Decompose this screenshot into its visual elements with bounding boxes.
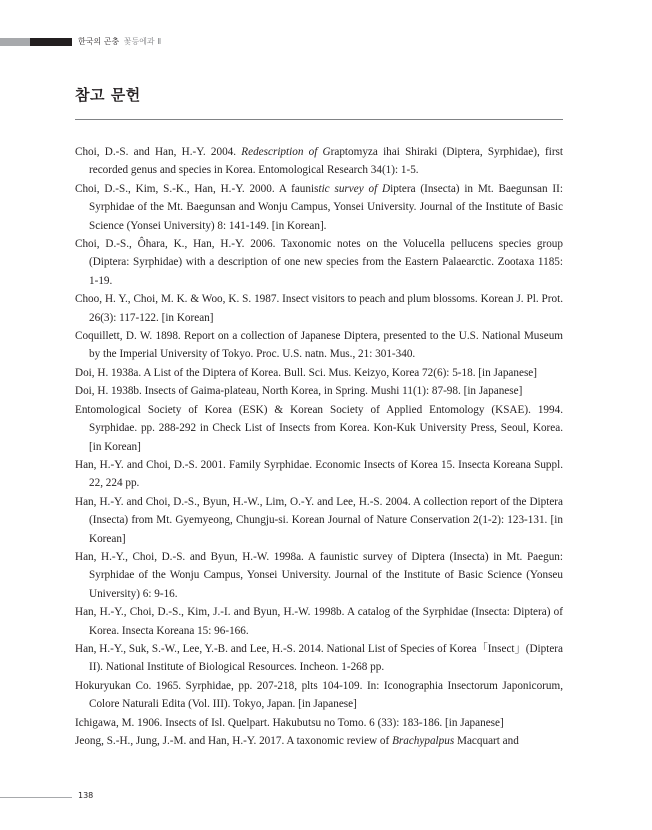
reference-entry: Choo, H. Y., Choi, M. K. & Woo, K. S. 1987. Insect visitors to peach and plum blossoms. Korean J. Pl. Prot. 26(3): 117-122. [in Korean] [75, 293, 563, 324]
title-divider [75, 119, 563, 120]
reference-entry: Coquillett, D. W. 1898. Report on a collection of Japanese Diptera, presented to the U.S. National Museum by the Imperial University of Tokyo. Proc. U.S. natn. Mus., 21: 301-340. [75, 330, 563, 361]
footer-rule [0, 797, 72, 798]
reference-list [75, 143, 563, 750]
running-header [78, 36, 161, 47]
reference-entry: Choi, D.-S. and Han, H.-Y. 2004. Redescription of Graptomyza ihai Shiraki (Diptera, Syrphidae), first recorded genus and species in Korea. Entomological Research 34(1): 1-5. [75, 146, 564, 177]
page-title: 참고 문헌 [75, 86, 141, 104]
reference-entry: Choi, D.-S., Kim, S.-K., Han, H.-Y. 2000. A faunistic survey of Diptera (Insecta) in Mt. Baegunsan II: Syrphidae of the Mt. Baegunsan and Wonju Campus, Yonsei University. Journal of the Institute of Basic Science (Yonsei University) 8: 141-149. [in Korean]. [75, 182, 563, 232]
reference-entry: Han, H.-Y. and Choi, D.-S., Byun, H.-W., Lim, O.-Y. and Lee, H.-S. 2004. A collection report of the Diptera (Insecta) from Mt. Gyemyeong, Chungju-si. Korean Journal of Nature Conservation 2(1-2): 123-131. [in Korean] [75, 495, 563, 545]
reference-entry: Entomological Society of Korea (ESK) & Korean Society of Applied Entomology (KSAE). 1994. Syrphidae. pp. 288-292 in Check List of Insects from Korea. Kon-Kuk University Press, Seoul, Korea. [in Korean] [75, 403, 563, 453]
reference-entry: Hokuryukan Co. 1965. Syrphidae, pp. 207-218, plts 104-109. In: Iconographia Insectorum Japonicorum, Colore Naturali Edita (Vol. III). Tokyo, Japan. [in Japanese] [75, 679, 563, 711]
reference-entry: Han, H.-Y., Suk, S.-W., Lee, Y.-B. and Lee, H.-S. 2014. National List of Species of Korea「Insect」(Diptera II). National Institute of Biological Resources. Incheon. 1-268 pp. [75, 642, 563, 674]
reference-entry: Jeong, S.-H., Jung, J.-M. and Han, H.-Y. 2017. A taxonomic review of Brachypalpus Macquart and [75, 735, 519, 747]
reference-entry: Han, H.-Y., Choi, D.-S., Kim, J.-I. and Byun, H.-W. 1998b. A catalog of the Syrphidae (Insecta: Diptera) of Korea. Insecta Koreana 15: 96-166. [75, 606, 563, 637]
reference-entry: Han, H.-Y., Choi, D.-S. and Byun, H.-W. 1998a. A faunistic survey of Diptera (Insecta) in Mt. Paegun: Syrphidae of the Wonju Campus, Yonsei University. Journal of the Institute of Basic Science (Yonseu University) 6: 9-16. [75, 550, 563, 600]
page-number: 138 [78, 791, 94, 800]
reference-entry: Doi, H. 1938b. Insects of Gaima-plateau, North Korea, in Spring. Mushi 11(1): 87-98. [in Japanese] [75, 385, 523, 398]
header-accent-bar-gray [0, 38, 30, 46]
book-title: 한국의 곤충 [78, 37, 120, 46]
reference-entry: Han, H.-Y. and Choi, D.-S. 2001. Family Syrphidae. Economic Insects of Korea 15. Insecta Koreana Suppl. 22, 224 pp. [75, 458, 563, 490]
header-accent-bar-black [30, 38, 72, 46]
reference-entry: Ichigawa, M. 1906. Insects of Isl. Quelpart. Hakubutsu no Tomo. 6 (33): 183-186. [in Japanese] [75, 716, 504, 729]
reference-entry: Doi, H. 1938a. A List of the Diptera of Korea. Bull. Sci. Mus. Keizyo, Korea 72(6): 5-18. [in Japanese] [75, 366, 538, 379]
reference-entry: Choi, D.-S., Ôhara, K., Han, H.-Y. 2006. Taxonomic notes on the Volucella pellucens species group (Diptera: Syrphidae) with a description of one new species from the Eastern Palaearctic. Zootaxa 1185: 1-19. [75, 238, 563, 287]
book-subtitle: 꽃등에과 Ⅱ [123, 37, 162, 46]
